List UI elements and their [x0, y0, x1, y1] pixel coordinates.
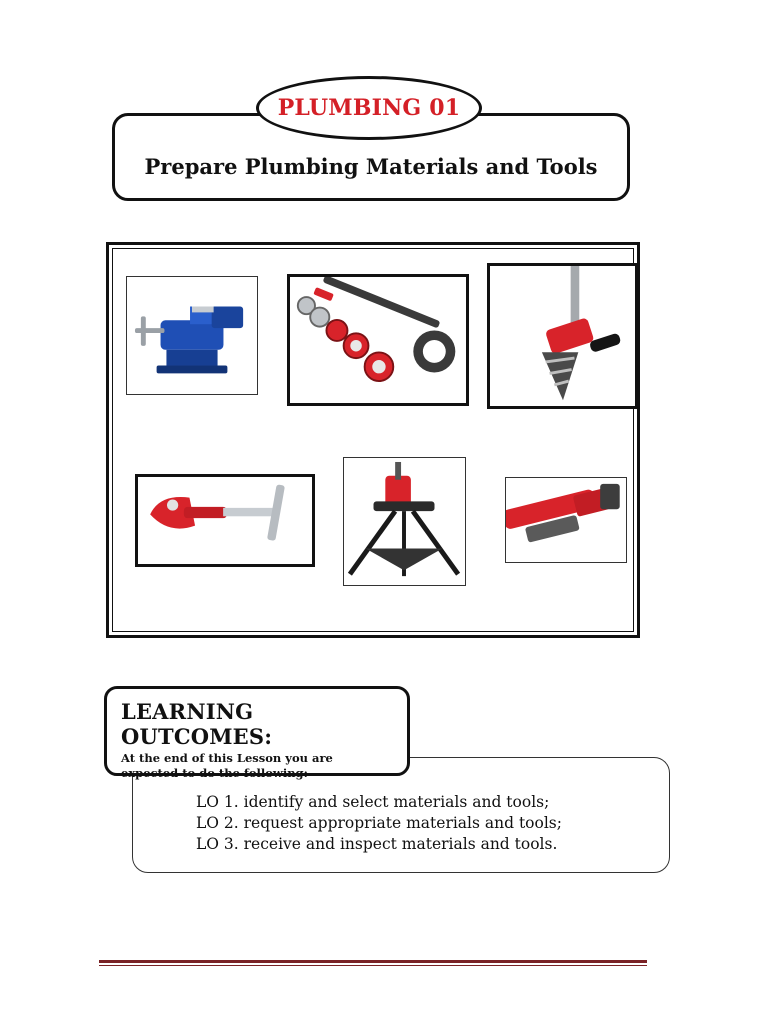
footer-rule-thin	[99, 965, 647, 966]
pipe-threader-photo	[287, 274, 469, 406]
spiral-reamer-photo	[487, 263, 638, 409]
course-code-oval	[256, 76, 482, 140]
bench-vise-photo	[126, 276, 258, 395]
list-item: LO 3. receive and inspect materials and tools.	[196, 835, 558, 853]
learning-outcomes-heading: LEARNING OUTCOMES:	[121, 699, 273, 749]
pipe-cutter-photo	[135, 474, 315, 567]
learning-outcomes-intro: At the end of this Lesson you are expected to do the following:	[121, 751, 333, 780]
module-title: Prepare Plumbing Materials and Tools	[144, 154, 598, 179]
footer-rule	[99, 960, 647, 963]
learning-outcomes-list	[196, 792, 562, 855]
course-code: PLUMBING 01	[277, 95, 461, 121]
learning-outcomes-header	[104, 686, 410, 780]
tools-gallery	[106, 242, 640, 638]
list-item: LO 2. request appropriate materials and tools;	[196, 814, 562, 832]
list-item: LO 1. identify and select materials and tools;	[196, 793, 550, 811]
pipe-wrench-photo	[505, 477, 627, 563]
tripod-vise-photo	[343, 457, 466, 586]
